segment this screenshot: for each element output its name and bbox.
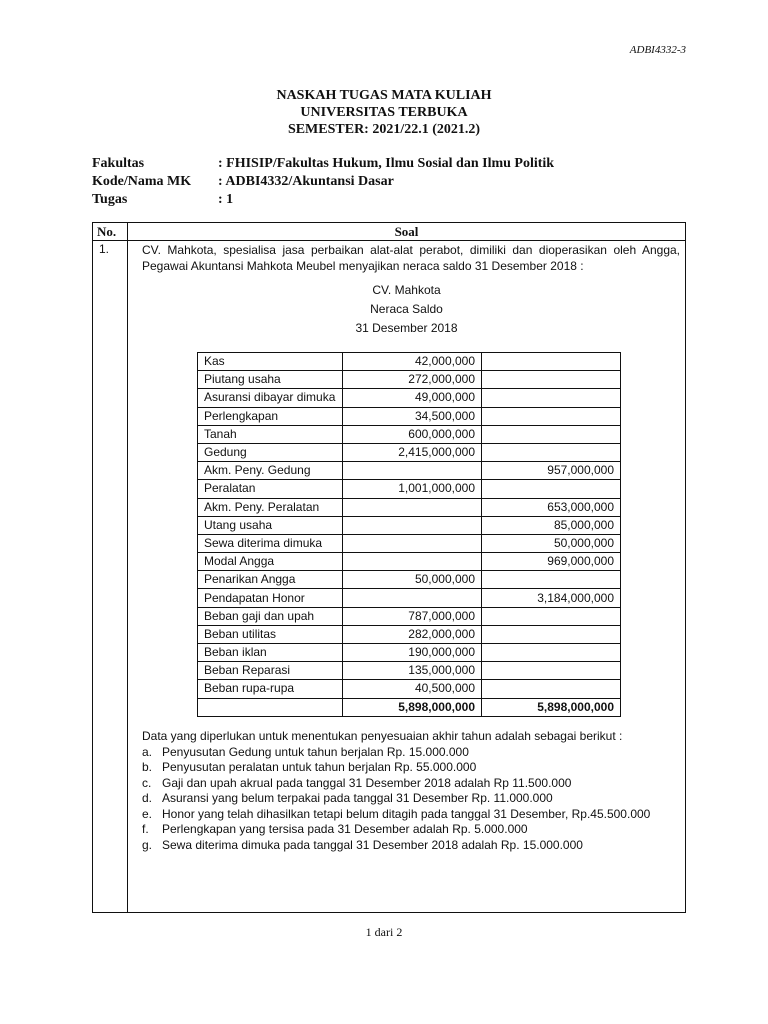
account-cell: Beban iklan	[198, 644, 343, 662]
credit-cell	[482, 571, 621, 589]
adjustment-intro: Data yang diperlukan untuk menentukan penyesuaian akhir tahun adalah sebagai berikut :	[142, 729, 623, 743]
list-marker: f.	[142, 822, 149, 836]
list-text: Sewa diterima dimuka pada tanggal 31 Desember 2018 adalah Rp. 15.000.000	[162, 837, 583, 852]
table-row	[198, 407, 621, 425]
account-cell: Utang usaha	[198, 516, 343, 534]
account-cell: Tanah	[198, 425, 343, 443]
table-row	[198, 425, 621, 443]
debit-cell	[343, 534, 482, 552]
table-row	[198, 589, 621, 607]
credit-cell: 5,898,000,000	[482, 698, 621, 716]
credit-cell: 50,000,000	[482, 534, 621, 552]
account-cell: Beban Reparasi	[198, 662, 343, 680]
credit-cell	[482, 607, 621, 625]
list-item	[142, 791, 680, 807]
credit-cell	[482, 425, 621, 443]
debit-cell: 272,000,000	[343, 371, 482, 389]
account-cell: Asuransi dibayar dimuka	[198, 389, 343, 407]
debit-cell: 190,000,000	[343, 644, 482, 662]
trial-balance-table	[197, 352, 621, 717]
credit-cell	[482, 644, 621, 662]
debit-cell	[343, 462, 482, 480]
debit-cell: 49,000,000	[343, 389, 482, 407]
debit-cell: 2,415,000,000	[343, 443, 482, 461]
list-item	[142, 776, 680, 792]
debit-cell: 50,000,000	[343, 571, 482, 589]
table-row	[198, 389, 621, 407]
meta-label: Tugas	[92, 192, 128, 207]
credit-cell	[482, 371, 621, 389]
table-row	[198, 534, 621, 552]
list-marker: c.	[142, 775, 152, 790]
account-cell: Modal Angga	[198, 553, 343, 571]
list-marker: b.	[142, 760, 153, 774]
table-row	[198, 462, 621, 480]
statement-name: Neraca Saldo	[370, 302, 443, 316]
table-row	[198, 644, 621, 662]
credit-cell: 3,184,000,000	[482, 589, 621, 607]
title-line-3: SEMESTER: 2021/22.1 (2021.2)	[287, 122, 481, 137]
table-row	[198, 553, 621, 571]
question-table	[92, 222, 686, 913]
meta-label: Fakultas	[92, 156, 145, 171]
credit-cell	[482, 662, 621, 680]
company-name: CV. Mahkota	[372, 283, 441, 297]
debit-cell: 600,000,000	[343, 425, 482, 443]
credit-cell	[482, 407, 621, 425]
table-row	[198, 443, 621, 461]
credit-cell	[482, 443, 621, 461]
list-text: Honor yang telah dihasilkan tetapi belum ditagih pada tanggal 31 Desember, Rp.45.500.000	[162, 806, 651, 821]
list-marker: d.	[142, 791, 153, 805]
account-cell	[198, 698, 343, 716]
list-text: Penyusutan peralatan untuk tahun berjalan Rp. 55.000.000	[162, 760, 477, 774]
list-marker: g.	[142, 837, 153, 852]
account-cell: Penarikan Angga	[198, 571, 343, 589]
title-line-2: UNIVERSITAS TERBUKA	[300, 105, 468, 120]
table-row	[198, 480, 621, 498]
list-marker: a.	[142, 744, 153, 759]
adjustment-list	[142, 745, 680, 854]
table-row	[198, 625, 621, 643]
meta-value: : ADBI4332/Akuntansi Dasar	[218, 174, 394, 189]
debit-cell: 135,000,000	[343, 662, 482, 680]
list-text: Perlengkapan yang tersisa pada 31 Desember adalah Rp. 5.000.000	[162, 822, 528, 836]
account-cell: Gedung	[198, 443, 343, 461]
account-cell: Beban rupa-rupa	[198, 680, 343, 698]
header-soal: Soal	[394, 224, 419, 239]
header-divider	[93, 240, 685, 241]
meta-value: : FHISIP/Fakultas Hukum, Ilmu Sosial dan Ilmu Politik	[218, 156, 555, 171]
credit-cell	[482, 680, 621, 698]
meta-row-kode	[92, 173, 692, 191]
credit-cell	[482, 353, 621, 371]
meta-value: : 1	[218, 192, 234, 207]
table-row	[198, 498, 621, 516]
document-code: ADBI4332-3	[629, 44, 686, 56]
debit-cell	[343, 553, 482, 571]
account-cell: Pendapatan Honor	[198, 589, 343, 607]
table-row	[198, 662, 621, 680]
credit-cell: 653,000,000	[482, 498, 621, 516]
table-row	[198, 516, 621, 534]
account-cell: Piutang usaha	[198, 371, 343, 389]
table-row	[198, 607, 621, 625]
list-text: Penyusutan Gedung untuk tahun berjalan Rp. 15.000.000	[162, 744, 469, 759]
account-cell: Peralatan	[198, 480, 343, 498]
question-text: CV. Mahkota, spesialisa jasa perbaikan alat-alat perabot, dimiliki dan dioperasikan oleh Angga, Pegawai Akuntansi Mahkota Meubel menyajikan neraca saldo 31 Desember 2018 :	[142, 243, 680, 273]
debit-cell	[343, 516, 482, 534]
document-title	[0, 87, 768, 138]
account-cell: Beban gaji dan upah	[198, 607, 343, 625]
header-no: No.	[97, 224, 117, 239]
list-item	[142, 760, 680, 776]
credit-cell	[482, 625, 621, 643]
list-text: Gaji dan upah akrual pada tanggal 31 Desember 2018 adalah Rp 11.500.000	[162, 775, 572, 790]
credit-cell	[482, 480, 621, 498]
page-number: 1 dari 2	[365, 925, 403, 939]
question-number: 1.	[99, 242, 110, 256]
list-item	[142, 838, 680, 854]
credit-cell: 85,000,000	[482, 516, 621, 534]
debit-cell: 5,898,000,000	[343, 698, 482, 716]
account-cell: Akm. Peny. Gedung	[198, 462, 343, 480]
credit-cell	[482, 389, 621, 407]
meta-row-tugas	[92, 191, 692, 209]
debit-cell	[343, 498, 482, 516]
adjustment-data	[142, 729, 680, 853]
list-text: Asuransi yang belum terpakai pada tanggal 31 Desember Rp. 11.000.000	[162, 791, 553, 805]
meta-label: Kode/Nama MK	[92, 174, 192, 189]
list-item	[142, 822, 680, 838]
debit-cell: 42,000,000	[343, 353, 482, 371]
table-row	[198, 371, 621, 389]
account-cell: Kas	[198, 353, 343, 371]
total-row	[198, 698, 621, 716]
table-row	[198, 680, 621, 698]
list-marker: e.	[142, 806, 153, 821]
account-cell: Beban utilitas	[198, 625, 343, 643]
list-item	[142, 745, 680, 761]
debit-cell	[343, 589, 482, 607]
table-row	[198, 353, 621, 371]
course-metadata	[92, 155, 692, 209]
debit-cell: 282,000,000	[343, 625, 482, 643]
credit-cell: 957,000,000	[482, 462, 621, 480]
table-row	[198, 571, 621, 589]
debit-cell: 1,001,000,000	[343, 480, 482, 498]
title-line-1: NASKAH TUGAS MATA KULIAH	[276, 88, 492, 103]
account-cell: Akm. Peny. Peralatan	[198, 498, 343, 516]
account-cell: Perlengkapan	[198, 407, 343, 425]
account-cell: Sewa diterima dimuka	[198, 534, 343, 552]
credit-cell: 969,000,000	[482, 553, 621, 571]
debit-cell: 34,500,000	[343, 407, 482, 425]
meta-row-fakultas	[92, 155, 692, 173]
debit-cell: 40,500,000	[343, 680, 482, 698]
debit-cell: 787,000,000	[343, 607, 482, 625]
list-item	[142, 807, 680, 823]
statement-date: 31 Desember 2018	[355, 321, 458, 335]
